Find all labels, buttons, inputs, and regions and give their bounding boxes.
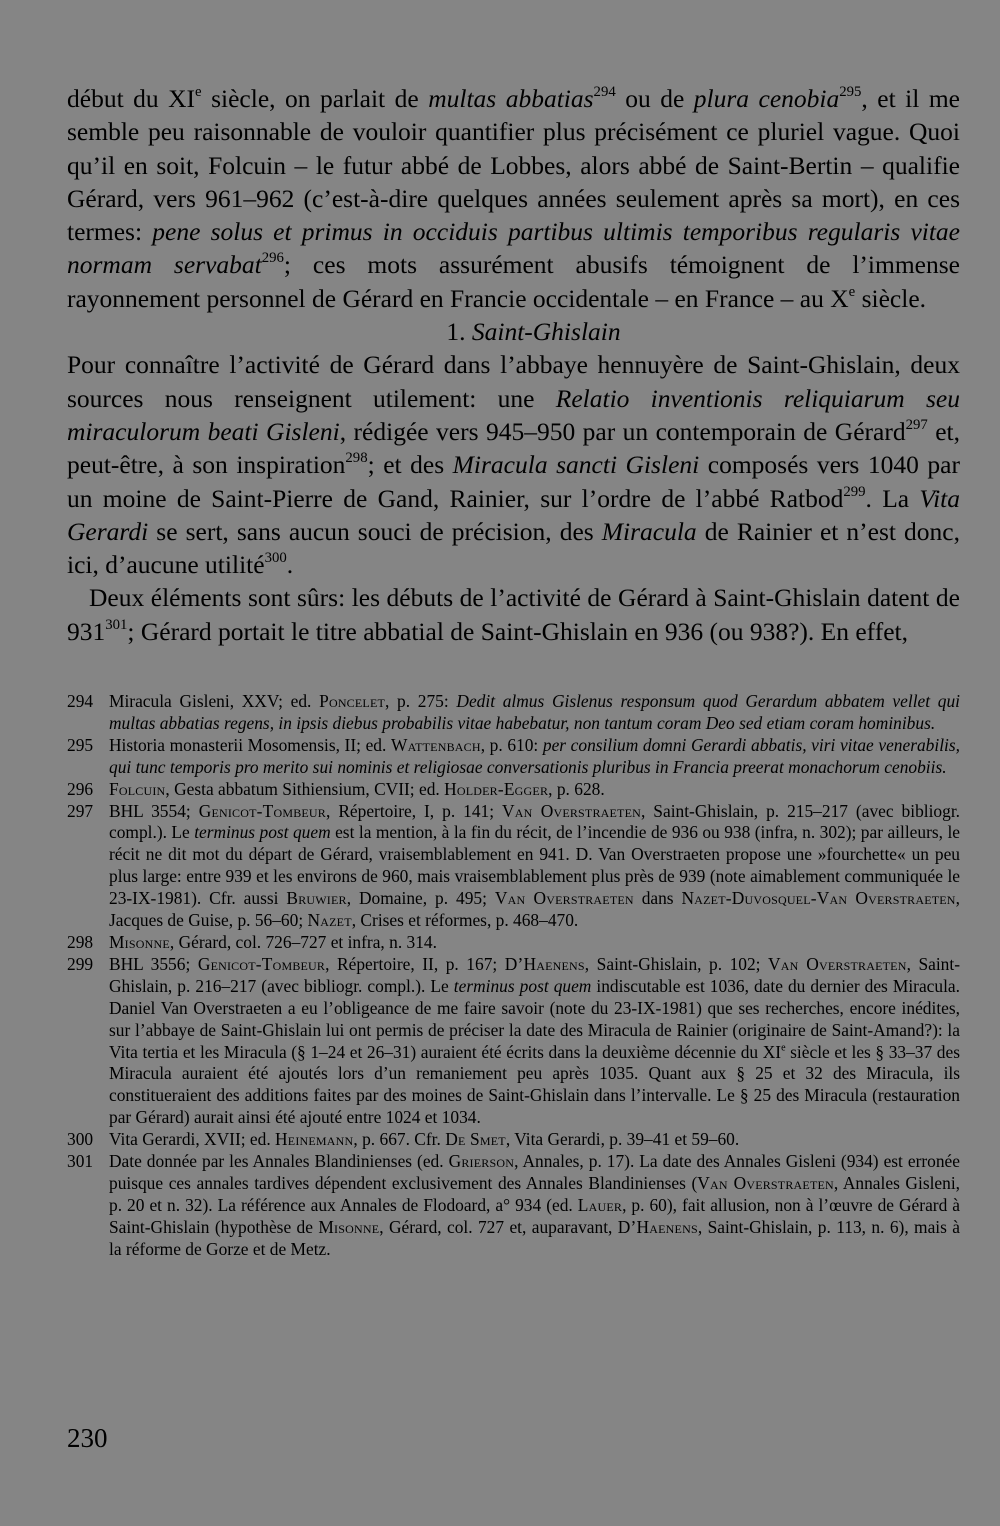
footnote-294: [67, 691, 960, 735]
footnotes: [67, 691, 960, 1261]
footnote-295: [67, 735, 960, 779]
footnote-text: Misonne, Gérard, col. 726–727 et infra, n. 314.: [109, 931, 437, 952]
page-number: 230: [67, 1423, 108, 1453]
footnote-text: Date donnée par les Annales Blandinienses (ed. Grierson, Annales, p. 17). La date des Annales Gisleni (934) est erronée puisque ces annales tardives dépendent exclusivement des Annales Blandinienses (Van Overstraeten, Annales Gisleni, p. 20 et n. 32). La référence aux Annales de Flodoard, a° 934 (ed. Lauer, p. 60), fait allusion, non à l’œuvre de Gérard à Saint-Ghislain (hypothèse de Misonne, Gérard, col. 727 et, auparavant, D’Haenens, Saint-Ghislain, p. 113, n. 6), mais à la réforme de Gorze et de Metz.: [109, 1151, 961, 1259]
footnote-text: BHL 3554; Genicot-Tombeur, Répertoire, I, p. 141; Van Overstraeten, Saint-Ghislain, p. 215–217 (avec bibliogr. compl.). Le terminus post quem est la mention, à la fin du récit, de l’incendie de 936 ou 938 (infra, n. 302); par ailleurs, le récit ne dit mot du départ de Gérard, vraisemblablement en 941. D. Van Overstraeten propose une »fourchette« un peu plus large: entre 939 et les environs de 960, mais vraisemblablement plus près de 939 (note aimablement communiquée le 23-IX-1981). Cfr. aussi Bruwier, Domaine, p. 495; Van Overstraeten dans Nazet-Duvosquel-Van Overstraeten, Jacques de Guise, p. 56–60; Nazet, Crises et réformes, p. 468–470.: [109, 800, 961, 931]
footnote-ref-295[interactable]: 295: [839, 83, 862, 100]
footnote-ref-297[interactable]: 297: [905, 416, 928, 433]
footnote-ref-299[interactable]: 299: [843, 483, 866, 500]
footnote-301: [67, 1151, 960, 1261]
footnote-ref-296[interactable]: 296: [261, 250, 284, 267]
section-heading: 1. Saint-Ghislain: [446, 317, 621, 347]
paragraph-2: Pour connaître l’activité de Gérard dans l’abbaye hennuyère de Saint-Ghislain, deux sources nous renseignent utilement: une Relatio inventionis reliquiarum seu miraculorum beati Gisleni, rédigée vers 945–950 par un contemporain de Gérard$^{297}$ et, peut-être, à son inspiration$^{298}$; et des Miracula sancti Gisleni composés vers 1040 par un moine de Saint-Pierre de Gand, Rainier, sur l’ordre de l’abbé Ratbod$^{299}$. La Vita Gerardi se sert, sans aucun souci de précision, des Miracula de Rainier et n’est donc, ici, d’aucune utilité$^{300}$.: [67, 350, 960, 580]
main-text: [67, 82, 960, 648]
paragraph-1: début du XIe siècle, on parlait de multas abbatias$^{294}$ ou de plura cenobia$^{295}$, et il me semble peu raisonnable de vouloir quantifier plus précisément ce pluriel vague. Quoi qu’il en soit, Folcuin – le futur abbé de Lobbes, alors abbé de Saint-Bertin – qualifie Gérard, vers 961–962 (c’est-à-dire quelques années seulement après sa mort), en ces termes: pene solus et primus in occiduis partibus ultimis temporibus regularis vitae normam servabat$^{296}$; ces mots assurément abusifs témoignent de l’immense rayonnement personnel de Gérard en Francie occidentale – en France – au Xe siècle.: [67, 83, 960, 313]
footnote-number: 299: [67, 953, 94, 974]
footnote-number: 294: [67, 691, 94, 711]
footnote-text: Folcuin, Gesta abbatum Sithiensium, CVII; ed. Holder-Egger, p. 628.: [109, 778, 605, 799]
footnote-297: [67, 801, 960, 932]
footnote-text: Historia monasterii Mosomensis, II; ed. Wattenbach, p. 610: per consilium domni Gerardi abbatis, viri vitae venerabilis, qui tunc temporis pro merito sui nominis et religiosae conversationis pluribus in Francia preerat monachorum cenobiis.: [109, 734, 960, 777]
footnote-number: 301: [67, 1151, 94, 1172]
footnote-text: Vita Gerardi, XVII; ed. Heinemann, p. 667. Cfr. De Smet, Vita Gerardi, p. 39–41 et 59–60.: [109, 1129, 740, 1150]
footnote-298: [67, 932, 960, 954]
footnote-number: 300: [67, 1129, 94, 1150]
footnote-300: [67, 1129, 960, 1151]
footnote-text: Miracula Gisleni, XXV; ed. Poncelet, p. 275: Dedit almus Gislenus responsum quod Gerardum abbatem vellet qui multas abbatias regens, in ipsis diebus probabilis vitae habebatur, non tantum coram Deo sed etiam coram hominibus.: [109, 691, 960, 733]
footnote-number: 297: [67, 800, 94, 821]
footnote-ref-300[interactable]: 300: [264, 550, 287, 567]
footnote-299: [67, 954, 960, 1129]
footnote-number: 295: [67, 734, 94, 755]
footnote-ref-294[interactable]: 294: [593, 83, 616, 100]
footnote-ref-301[interactable]: 301: [105, 616, 128, 633]
footnote-number: 298: [67, 931, 94, 952]
paragraph-3: Deux éléments sont sûrs: les débuts de l’activité de Gérard à Saint-Ghislain datent de $931^{301}$; Gérard portait le titre abbatial de Saint-Ghislain en 936 (ou 938?). En effet,: [67, 583, 960, 646]
footnote-ref-298[interactable]: 298: [345, 450, 368, 467]
footnote-number: 296: [67, 778, 94, 799]
footnote-text: BHL 3556; Genicot-Tombeur, Répertoire, II, p. 167; D’Haenens, Saint-Ghislain, p. 102; Van Overstraeten, Saint-Ghislain, p. 216–217 (avec bibliogr. compl.). Le terminus post quem indiscutable est 1036, date du dernier des Miracula. Daniel Van Overstraeten a eu l’obligeance de me faire savoir (note du 23-IX-1981) que ses recherches, encore inédites, sur l’abbaye de Saint-Ghislain lui ont permis de préciser la date des Miracula de Rainier (originaire de Saint-Amand?): la Vita tertia et les Miracula (§ 1–24 et 26–31) auraient été écrits dans la deuxième décennie du XIe siècle et les § 33–37 des Miracula auraient été ajoutés lors d’un remaniement peu après 1035. Quant aux § 25 et 32 des Miracula, ils constitueraient des additions faites par des moines de Saint-Ghislain dans l’intervalle. Le § 25 des Miracula (restauration par Gérard) aurait ainsi été ajouté entre 1024 et 1034.: [109, 953, 960, 1128]
footnote-296: [67, 779, 960, 801]
